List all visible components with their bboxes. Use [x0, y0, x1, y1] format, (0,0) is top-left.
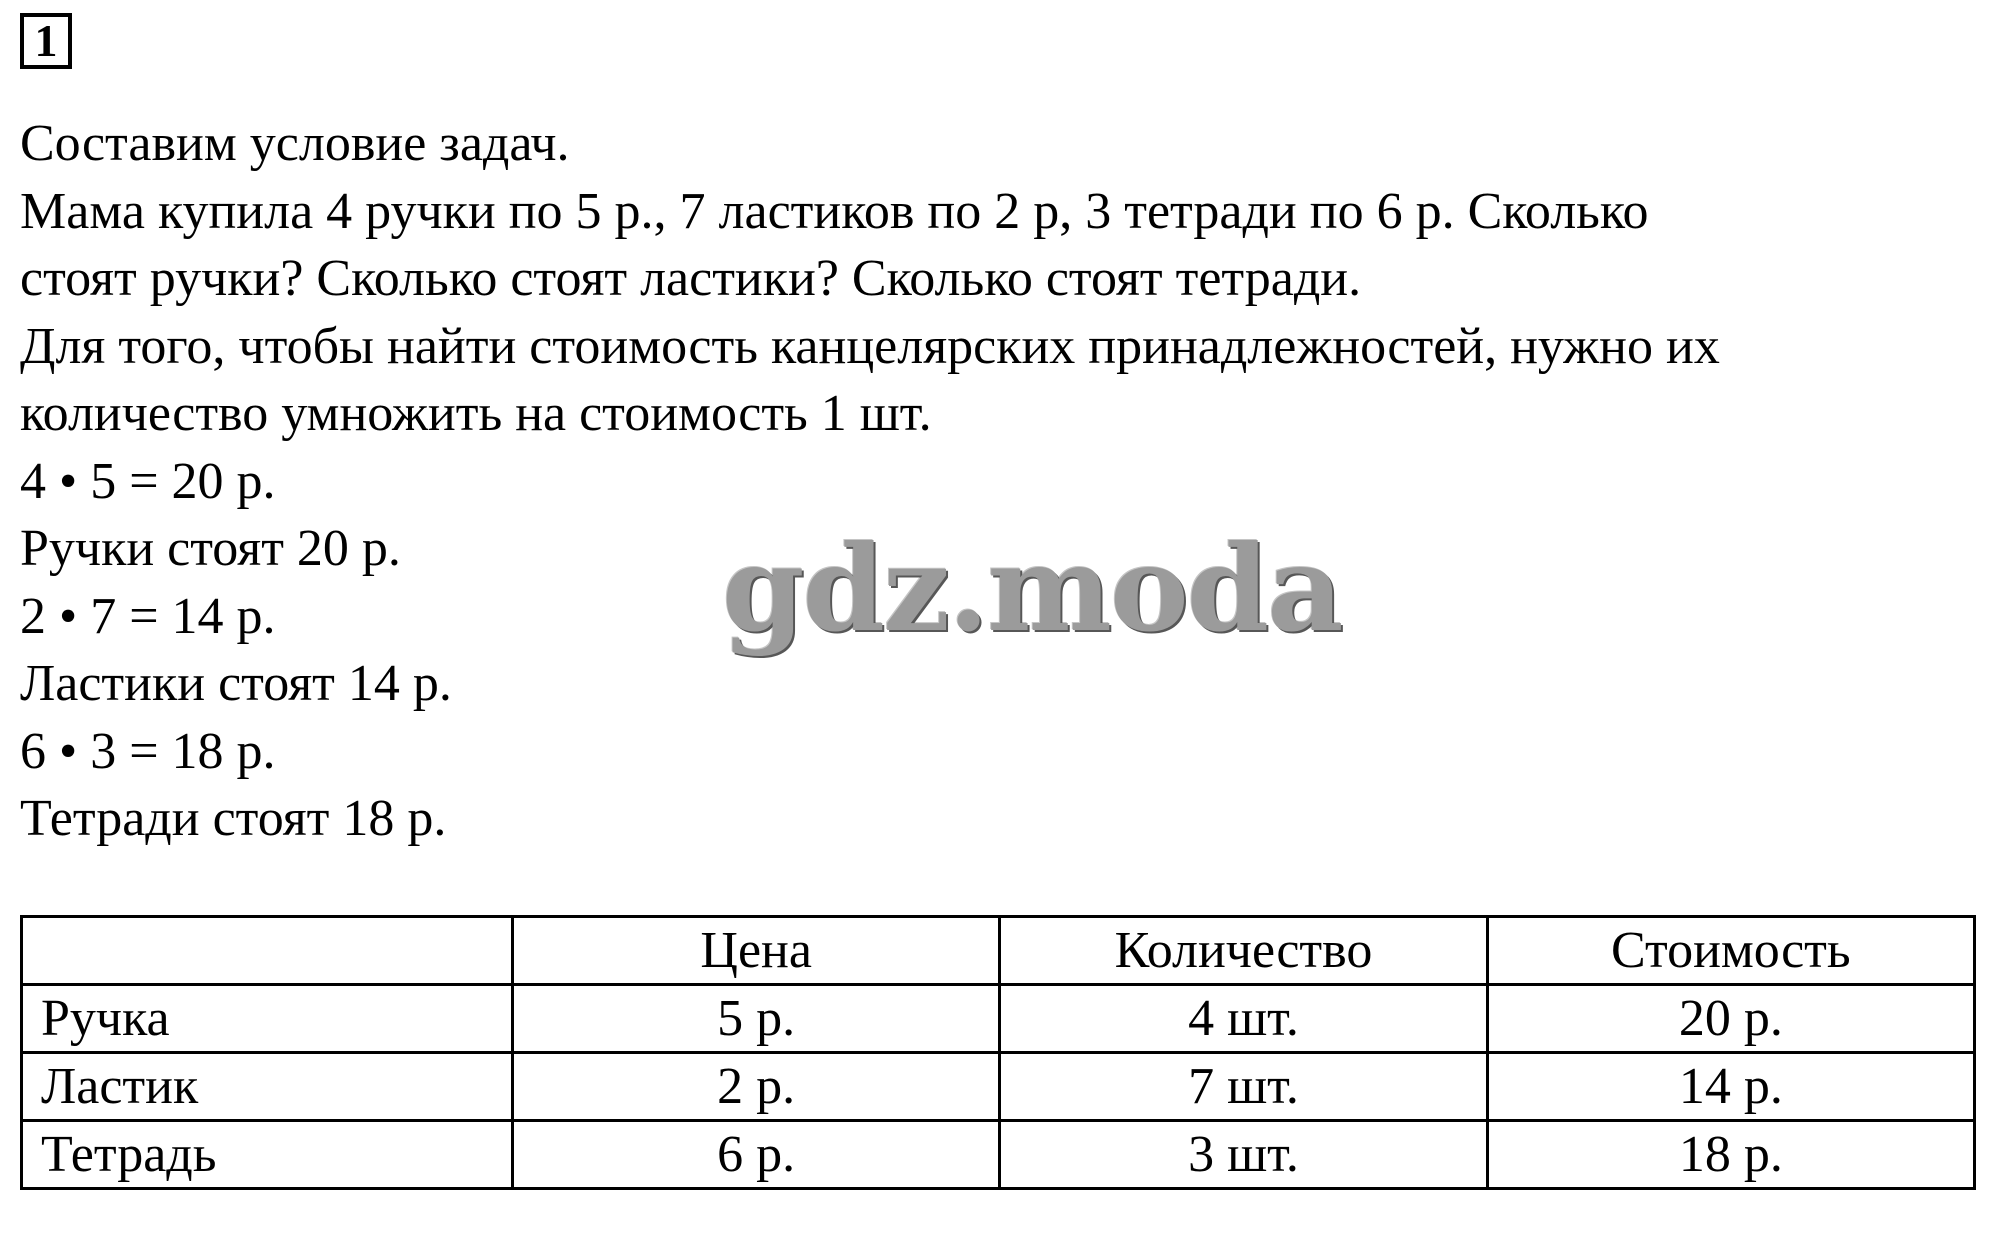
price-table [20, 915, 1976, 1190]
text-line: стоят ручки? Сколько стоят ластики? Сколько стоят тетради. [20, 250, 1362, 307]
table-row [22, 1053, 1975, 1121]
text-line: 6 • 3 = 18 р. [20, 722, 276, 780]
table-header-cell [22, 917, 513, 985]
text-line: Ластики стоят 14 р. [20, 655, 452, 712]
text-line: 2 • 7 = 14 р. [20, 587, 276, 645]
watermark-logo: gdz.moda [722, 519, 1342, 658]
text-line: Ручки стоят 20 р. [20, 520, 401, 577]
table-cell: 6 р. [513, 1121, 1000, 1189]
task-number-box: 1 [20, 13, 72, 69]
table-cell: 4 шт. [1000, 985, 1487, 1053]
text-line: количество умножить на стоимость 1 шт. [20, 385, 932, 442]
table-cell: 20 р. [1487, 985, 1974, 1053]
solution-text [20, 110, 1980, 853]
text-line: 4 • 5 = 20 р. [20, 452, 276, 510]
text-line: Тетради стоят 18 р. [20, 790, 447, 847]
table-header-row [22, 917, 1975, 985]
table-header-cell: Стоимость [1487, 917, 1974, 985]
table-header-cell: Цена [513, 917, 1000, 985]
table-cell: 14 р. [1487, 1053, 1974, 1121]
text-line: Составим условие задач. [20, 115, 570, 172]
table-cell-item: Тетрадь [22, 1121, 513, 1189]
table-cell: 18 р. [1487, 1121, 1974, 1189]
table-cell-item: Ластик [22, 1053, 513, 1121]
text-line: Мама купила 4 ручки по 5 р., 7 ластиков по 2 р, 3 тетради по 6 р. Сколько [20, 182, 1649, 240]
table-cell: 7 шт. [1000, 1053, 1487, 1121]
table-cell: 3 шт. [1000, 1121, 1487, 1189]
table-cell: 5 р. [513, 985, 1000, 1053]
text-line: Для того, чтобы найти стоимость канцелярских принадлежностей, нужно их [20, 317, 1720, 375]
table-cell-item: Ручка [22, 985, 513, 1053]
table-row [22, 985, 1975, 1053]
table-row [22, 1121, 1975, 1189]
table-header-cell: Количество [1000, 917, 1487, 985]
table-cell: 2 р. [513, 1053, 1000, 1121]
